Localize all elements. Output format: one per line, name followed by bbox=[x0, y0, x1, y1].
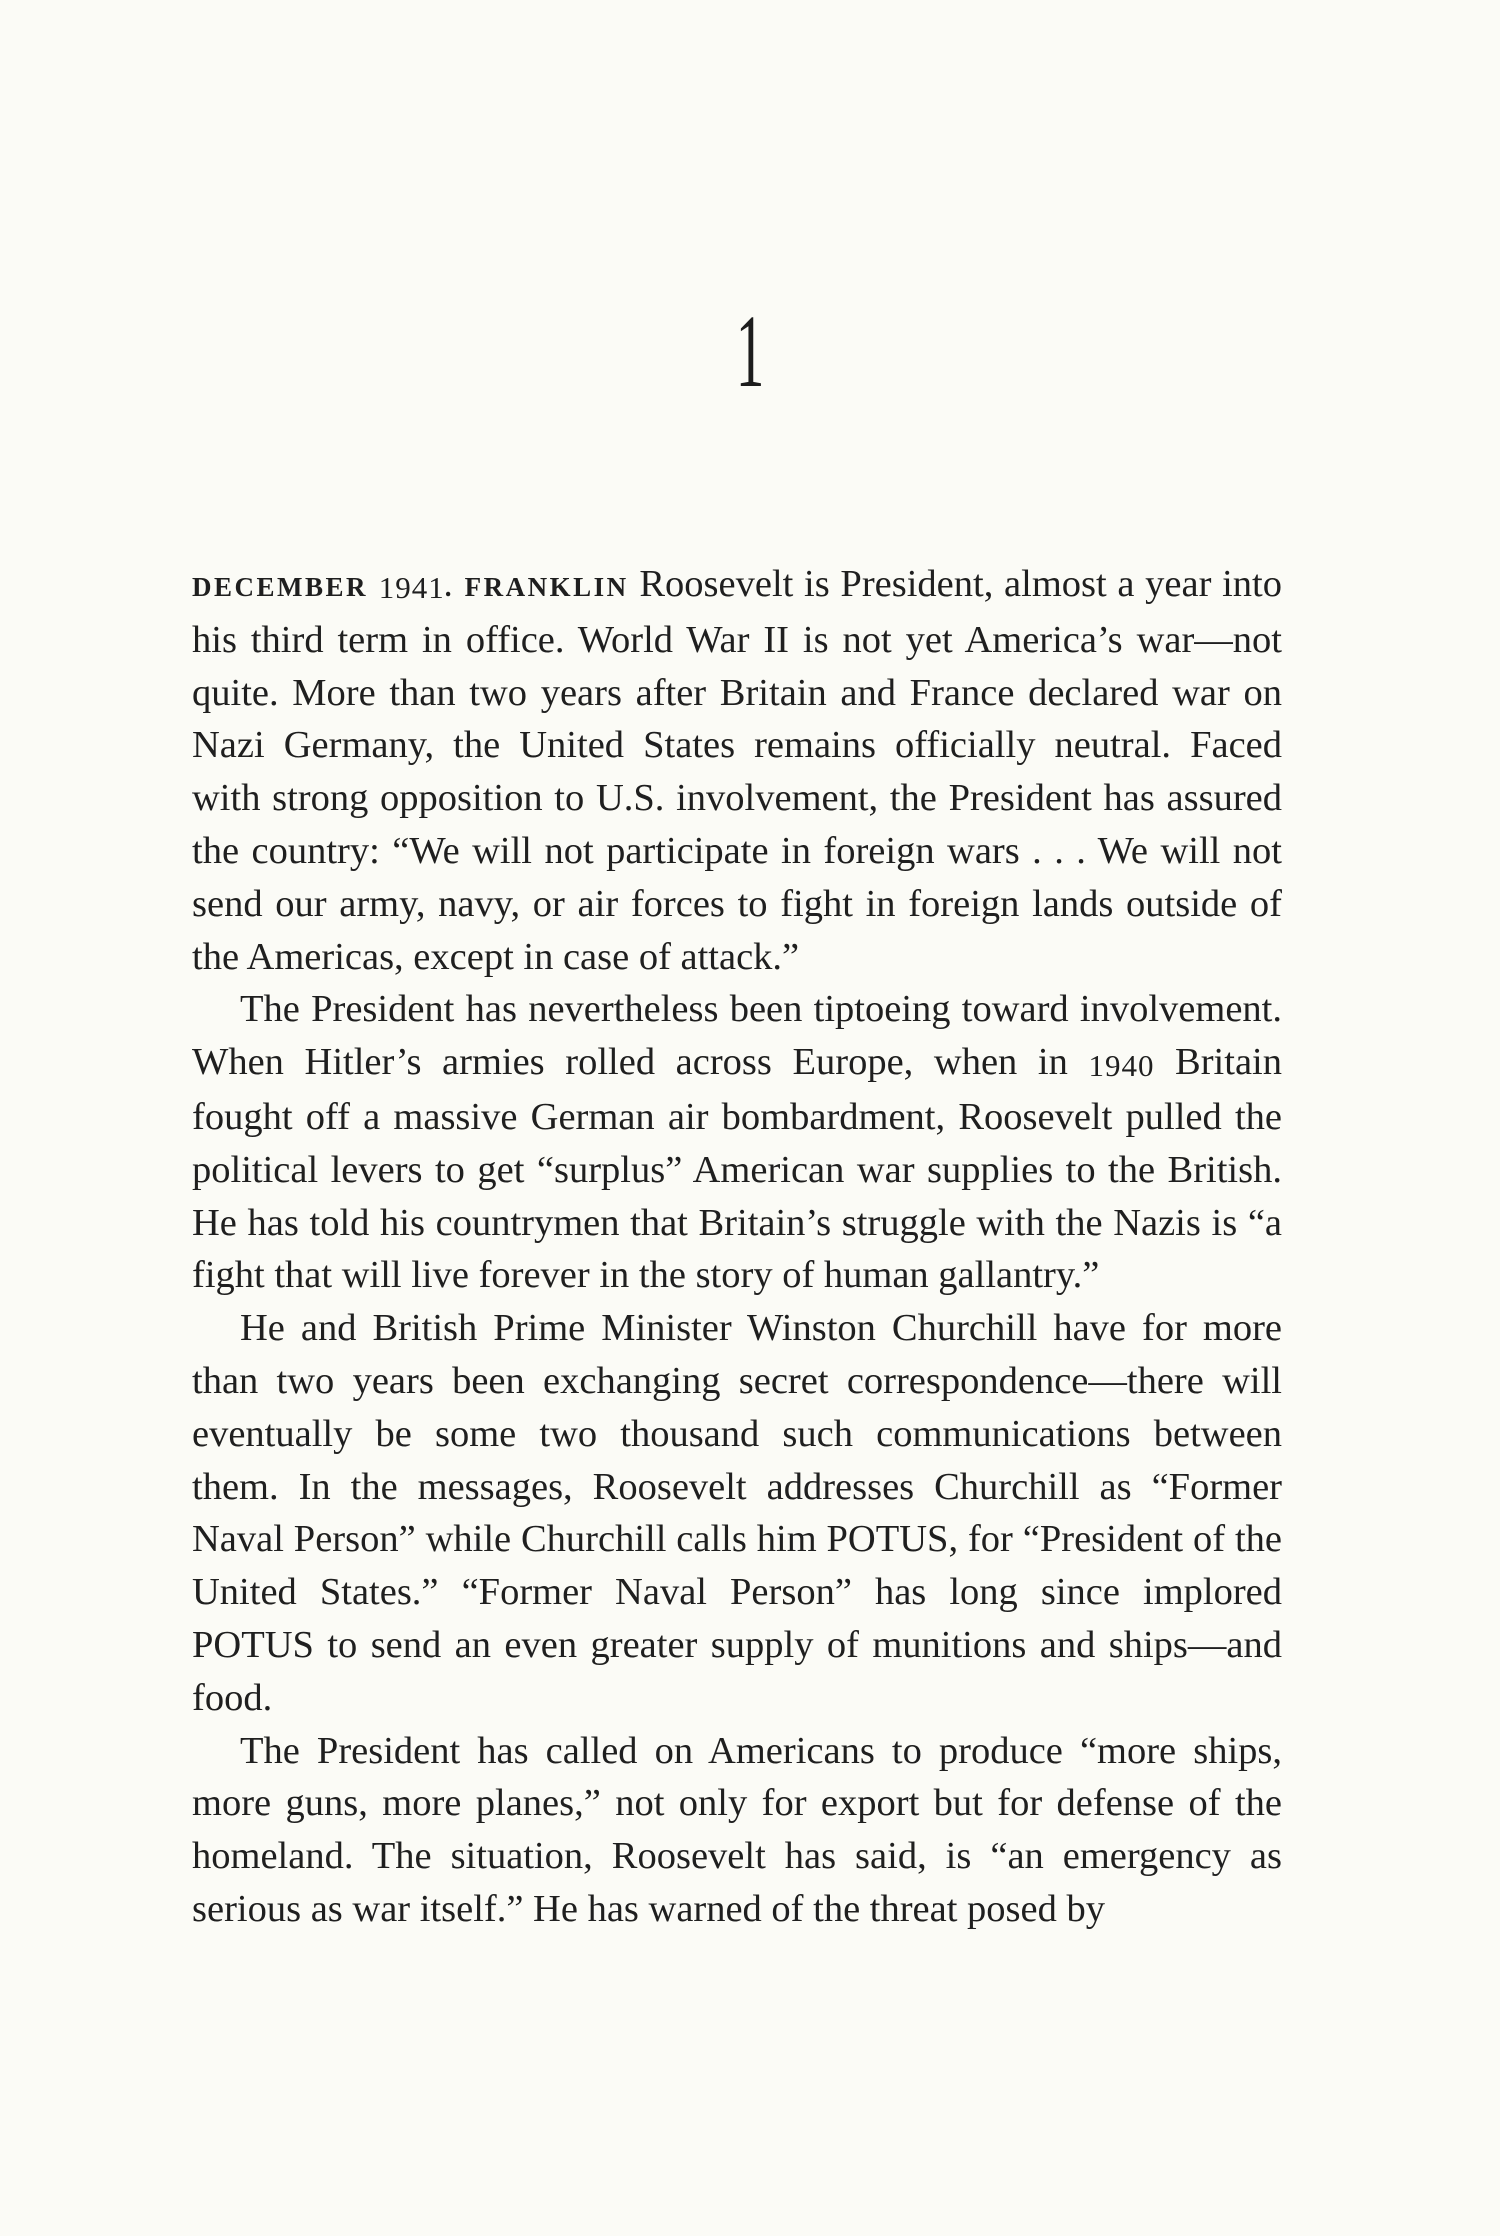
opening-month: DECEMBER bbox=[192, 572, 369, 602]
opening-first-name: FRANKLIN bbox=[464, 572, 629, 602]
paragraph-4: The President has called on Americans to produce “more ships, more guns, more planes,” not only for export but for defense of the homeland. The situation, Roosevelt has said, is “an emergency as serious as war itself.” He has warned of the threat posed by bbox=[192, 1729, 1282, 1930]
paragraph-2-text-after-year: Britain fought off a massive German air bombardment, Roosevelt pulled the political levers to get “surplus” American war supplies to the British. He has told his countrymen that Britain’s struggle with the Nazis is “a fight that will live forever in the story of human gallantry.” bbox=[192, 1041, 1282, 1297]
paragraph-2-year: 1940 bbox=[1088, 1048, 1155, 1084]
paragraph-1 bbox=[192, 558, 1282, 983]
paragraph-2 bbox=[192, 983, 1282, 1302]
chapter-body bbox=[192, 558, 1282, 1936]
chapter-number: 1 bbox=[735, 294, 765, 409]
opening-period: . bbox=[444, 572, 454, 602]
paragraph-2-text-before-year: The President has nevertheless been tiptoeing toward involvement. When Hitler’s armies rolled across Europe, when in bbox=[192, 988, 1282, 1084]
paragraph-1-text: Roosevelt is President, almost a year into his third term in office. World War II is not yet America’s war—not quite. More than two years after Britain and France declared war on Nazi Germany, the United States remains officially neutral. Faced with strong opposition to U.S. involvement, the President has assured the country: “We will not participate in foreign wars . . . We will not send our army, navy, or air forces to fight in foreign lands outside of the Americas, except in case of attack.” bbox=[192, 563, 1283, 978]
opening-year: 1941 bbox=[378, 570, 445, 605]
paragraph-3: He and British Prime Minister Winston Churchill have for more than two years been exchanging secret correspondence—there will eventually be some two thousand such communications between them. In the messages, Roosevelt addresses Churchill as “Former Naval Person” while Churchill calls him POTUS, for “President of the United States.” “Former Naval Person” has long since implored POTUS to send an even greater supply of munitions and ships—and food. bbox=[192, 1307, 1282, 1719]
